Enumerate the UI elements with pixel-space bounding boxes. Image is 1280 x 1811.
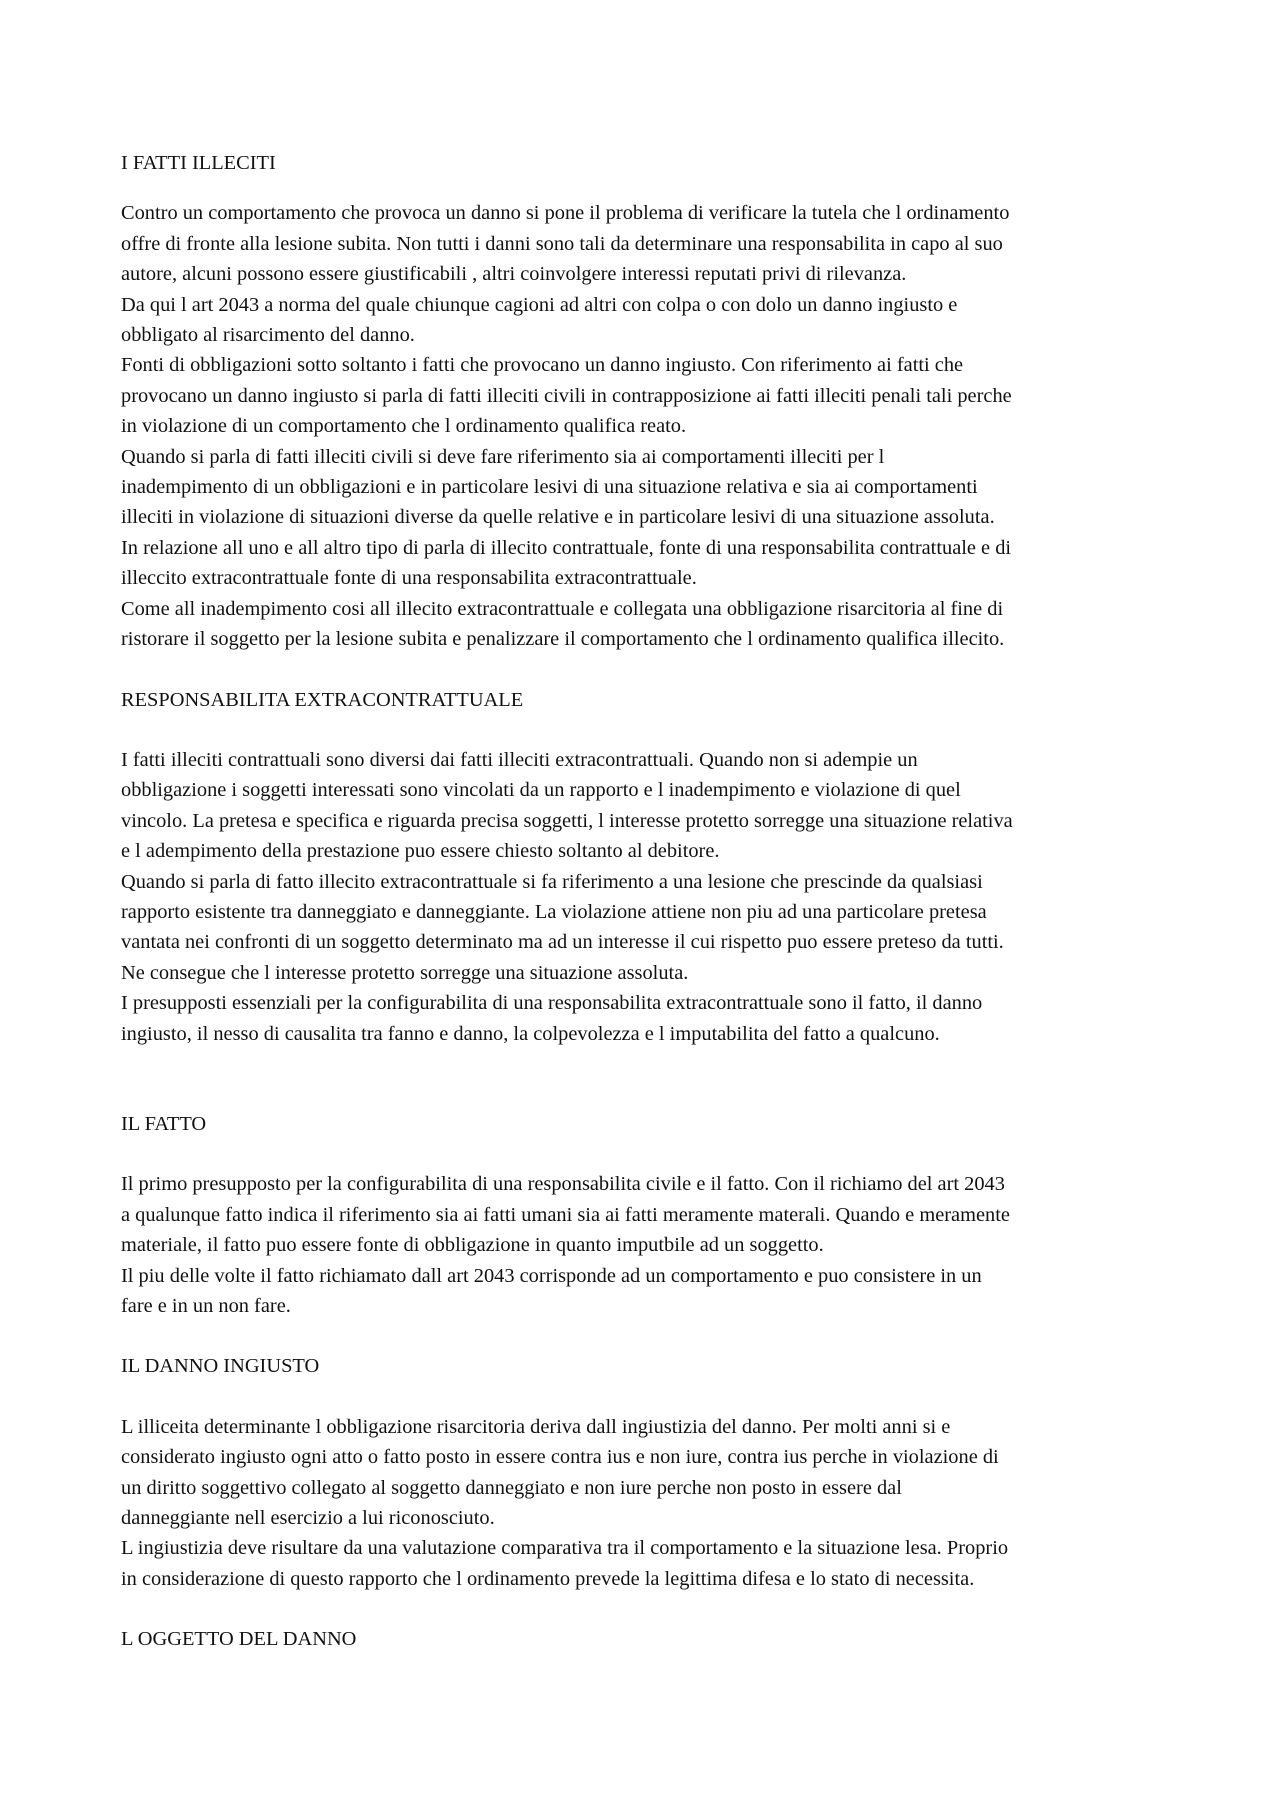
text-line: provocano un danno ingiusto si parla di fatti illeciti civili in contrapposizione ai fatti illeciti penali tali perche xyxy=(121,384,1012,407)
text-line: a qualunque fatto indica il riferimento sia ai fatti umani sia ai fatti meramente materali. Quando e meramente xyxy=(121,1203,1010,1226)
section-heading-l-oggetto-del-danno: L OGGETTO DEL DANNO xyxy=(121,1628,357,1651)
document-body xyxy=(121,148,1169,1655)
text-line: ingiusto, il nesso di causalita tra fanno e danno, la colpevolezza e l imputabilita del fatto a qualcuno. xyxy=(121,1022,940,1045)
text-line: vantata nei confronti di un soggetto determinato ma ad un interesse il cui rispetto puo essere preteso da tutti. xyxy=(121,931,1004,954)
text-line: offre di fronte alla lesione subita. Non tutti i danni sono tali da determinare una responsabilita in capo al suo xyxy=(121,232,1003,255)
text-line: I presupposti essenziali per la configurabilita di una responsabilita extracontrattuale sono il fatto, il danno xyxy=(121,992,983,1015)
text-line: Quando si parla di fatti illeciti civili si deve fare riferimento sia ai comportamenti illeciti per l xyxy=(121,445,885,468)
text-line: Da qui l art 2043 a norma del quale chiunque cagioni ad altri con colpa o con dolo un danno ingiusto e xyxy=(121,293,958,316)
text-line: un diritto soggettivo collegato al soggetto danneggiato e non iure perche non posto in essere dal xyxy=(121,1476,902,1499)
text-line: fare e in un non fare. xyxy=(121,1295,291,1317)
text-line: in violazione di un comportamento che l ordinamento qualifica reato. xyxy=(121,415,687,438)
section-heading-il-danno-ingiusto: IL DANNO INGIUSTO xyxy=(121,1355,320,1378)
text-line: Contro un comportamento che provoca un danno si pone il problema di verificare la tutela che l ordinamento xyxy=(121,202,1010,225)
text-line: Come all inadempimento cosi all illecito extracontrattuale e collegata una obbligazione risarcitoria al fine di xyxy=(121,597,1004,620)
text-line: Quando si parla di fatto illecito extracontrattuale si fa riferimento a una lesione che prescinde da qualsiasi xyxy=(121,870,983,893)
text-line: L ingiustizia deve risultare da una valutazione comparativa tra il comportamento e la situazione lesa. Proprio xyxy=(121,1537,1009,1560)
section-heading-fatti-illeciti: I FATTI ILLECITI xyxy=(121,152,276,174)
text-line: autore, alcuni possono essere giustificabili , altri coinvolgere interessi reputati privi di rilevanza. xyxy=(121,263,907,286)
text-line: I fatti illeciti contrattuali sono diversi dai fatti illeciti extracontrattuali. Quando non si adempie un xyxy=(121,748,918,771)
paragraph-responsabilita-extracontrattuale xyxy=(121,745,1169,1049)
text-line: ristorare il soggetto per la lesione subita e penalizzare il comportamento che l ordinamento qualifica illecito. xyxy=(121,628,1005,651)
section-heading-responsabilita-extracontrattuale: RESPONSABILITA EXTRACONTRATTUALE xyxy=(121,688,524,711)
text-line: Ne consegue che l interesse protetto sorregge una situazione assoluta. xyxy=(121,961,689,984)
text-line: illeciti in violazione di situazioni diverse da quelle relative e in particolare lesivi di una situazione assoluta. xyxy=(121,506,995,529)
section-heading-il-fatto: IL FATTO xyxy=(121,1112,207,1135)
paragraph-il-danno-ingiusto xyxy=(121,1412,1169,1594)
text-line: L illiceita determinante l obbligazione risarcitoria deriva dall ingiustizia del danno. Per molti anni si e xyxy=(121,1415,951,1438)
text-line: inadempimento di un obbligazioni e in particolare lesivi di una situazione relativa e sia ai comportamenti xyxy=(121,476,978,499)
text-line: vincolo. La pretesa e specifica e riguarda precisa soggetti, l interesse protetto sorregge una situazione relativa xyxy=(121,809,1013,832)
text-line: In relazione all uno e all altro tipo di parla di illecito contrattuale, fonte di una responsabilita contrattuale e di xyxy=(121,536,1012,559)
text-line: obbligazione i soggetti interessati sono vincolati da un rapporto e l inadempimento e violazione di quel xyxy=(121,779,961,802)
paragraph-fatti-illeciti xyxy=(121,198,1169,654)
text-line: rapporto esistente tra danneggiato e danneggiante. La violazione attiene non piu ad una particolare pretesa xyxy=(121,900,987,923)
text-line: considerato ingiusto ogni atto o fatto posto in essere contra ius e non iure, contra ius perche in violazione di xyxy=(121,1446,999,1469)
paragraph-il-fatto xyxy=(121,1169,1169,1321)
text-line: obbligato al risarcimento del danno. xyxy=(121,324,415,347)
text-line: e l adempimento della prestazione puo essere chiesto soltanto al debitore. xyxy=(121,840,720,863)
text-line: materiale, il fatto puo essere fonte di obbligazione in quanto imputbile ad un soggetto. xyxy=(121,1234,824,1257)
text-line: illeccito extracontrattuale fonte di una responsabilita extracontrattuale. xyxy=(121,567,697,590)
text-line: Il primo presupposto per la configurabilita di una responsabilita civile e il fatto. Con il richiamo del art 2043 xyxy=(121,1173,1005,1196)
text-line: Fonti di obbligazioni sotto soltanto i fatti che provocano un danno ingiusto. Con riferimento ai fatti che xyxy=(121,354,964,377)
text-line: in considerazione di questo rapporto che l ordinamento prevede la legittima difesa e lo stato di necessita. xyxy=(121,1567,975,1590)
text-line: danneggiante nell esercizio a lui riconosciuto. xyxy=(121,1507,495,1530)
text-line: Il piu delle volte il fatto richiamato dall art 2043 corrisponde ad un comportamento e puo consistere in un xyxy=(121,1264,982,1287)
